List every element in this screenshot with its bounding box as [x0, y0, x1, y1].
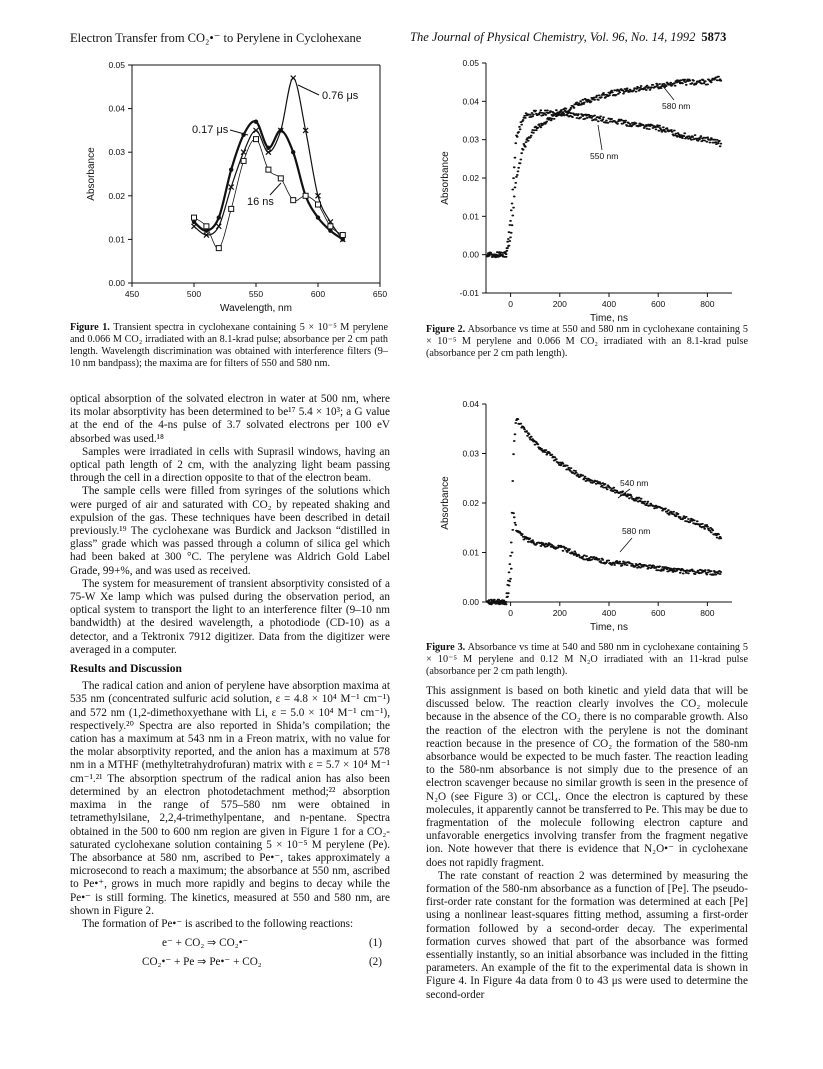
- paragraph: The radical cation and anion of perylene have absorption maxima at 535 nm (concentrated sulfuric acid solution, ε = 4.8 × 10⁴ M⁻¹ cm⁻¹) and 572 nm (1,2-dimethoxyethane with Li, ε = 5.0 × 10⁴ M⁻¹ cm⁻¹), respectively.²⁰ Spectra are also reported in Shida’s compilation; the cation has a maximum at 543 nm in a Freon matrix, with no value for the molar absorptivity reported, and the anion has a maximum at 578 nm in a MTHF (methyltetrahydrofuran) matrix with ε = 5.7 × 10⁴ M⁻¹ cm⁻¹.²¹ The absorption spectrum of the radical anion has also been determined by an electron photodetachment method;²² absorption maxima in the range of 575–580 nm were obtained in tetramethylsilane, 2,2,4-trimethylpentane, and n-pentane. Spectra obtained in the 500 to 600 nm region are given in Figure 1 for a CO₂-saturated cyclohexane solution containing 5 × 10⁻⁵ M perylene (Pe). The absorbance at 580 nm, ascribed to Pe•⁻, takes approximately a microsecond to reach a maximum; the absorbance at 550 nm, ascribed to Pe•⁺, grows in much more rapidly and begins to decay while the Pe•⁻ is still forming. The kinetics, measured at 550 and 580 nm, are shown in Figure 2.: [70, 680, 390, 917]
- data-point: [216, 224, 221, 229]
- data-point: [266, 167, 271, 172]
- x-tick-label: 200: [552, 299, 567, 309]
- figure-2-chart: [430, 55, 750, 325]
- paragraph: Samples were irradiated in cells with Suprasil windows, having an optical path length of 2 cm, with the analyzing light beam passing through the cell in a direction opposite to that of the electron beam.: [70, 445, 390, 485]
- paragraph: optical absorption of the solvated electron in water at 500 nm, where its molar absorptivity has been determined to be¹⁷ 5.4 × 10³; a G value at the end of the 4-ns pulse of 3.7 solvated electrons per 100 eV absorbed was used.¹⁸: [70, 393, 390, 445]
- running-title: Electron Transfer from CO₂•⁻ to Perylene in Cyclohexane: [70, 31, 362, 45]
- data-point: [291, 76, 296, 81]
- x-tick-label: 400: [601, 608, 617, 618]
- x-tick-label: 400: [601, 299, 617, 309]
- x-tick-label: 650: [372, 289, 388, 299]
- data-point: [291, 198, 296, 203]
- annotation-arrow: [598, 125, 602, 150]
- y-tick-label: 0.02: [108, 190, 125, 201]
- annotation-label: 0.17 μs: [192, 124, 229, 136]
- data-point: [328, 224, 333, 229]
- x-tick-label: 200: [552, 608, 567, 618]
- y-tick-label: 0.02: [462, 173, 479, 183]
- annotation-arrow: [298, 85, 319, 95]
- figure-2-caption: [426, 324, 748, 360]
- x-tick-label: 550: [248, 289, 264, 299]
- annotation-arrow: [662, 85, 674, 100]
- y-tick-label: 0.01: [462, 211, 479, 222]
- figure-1-caption-text: Transient spectra in cyclohexane containing 5 × 10⁻⁵ M perylene and 0.066 M CO₂ irradiated with an 8.1-krad pulse; absorbance per 2 cm path length. Wavelength discrimination was obtained with interference filters (9–10 nm bandpass); the maxima are for filters of 550 and 580 nm.: [70, 322, 388, 369]
- x-tick-label: 600: [310, 289, 326, 299]
- equation-1: [70, 937, 390, 950]
- figure-3-chart: [430, 396, 750, 641]
- data-point: [241, 158, 246, 163]
- annotation-label: 0.76 μs: [322, 90, 359, 102]
- x-tick-label: 0: [508, 299, 513, 309]
- x-tick-label: 800: [700, 299, 715, 309]
- paragraph: This assignment is based on both kinetic and yield data that will be discussed below. The reaction clearly involves the CO₂ molecule because in the absence of the CO₂ there is no comparable growth. Also the reaction of the electron with the perylene is not the dominant reaction because in the presence of CO₂ the formation of the 580-nm absorbance would be expected to be much faster. The reaction leading to the 580-nm absorbance is not simply due to the presence of an electron scavenger because no similar growth is seen in the presence of N₂O (see Figure 3) or CCl₄. Once the electron is captured by these molecules, it apparently cannot be transferred to Pe. This may be due to fragmentation of the molecule following electron capture and unfavorable energetics involving transfer from the fragment negative ion. Note however that there is evidence that N₂O•⁻ in cyclohexane does not rapidly fragment.: [426, 685, 748, 869]
- y-axis-label: Absorbance: [86, 147, 97, 201]
- data-point: [278, 176, 283, 181]
- x-tick-label: 500: [186, 289, 202, 299]
- data-point: [229, 167, 233, 171]
- annotation-arrow: [270, 183, 281, 195]
- figure-2-caption-label: Figure 2.: [426, 324, 466, 335]
- data-point: [254, 119, 258, 123]
- equation-2: [70, 956, 390, 969]
- page-number: 5873: [701, 30, 727, 44]
- figure-1-chart: [62, 55, 392, 320]
- paragraph: The sample cells were filled from syringes of the solutions which were purged of air and saturated with CO₂ by repeated shaking and expulsion of the gas. These techniques have been described in detail previously.¹⁹ The cyclohexane was Burdick and Jackson “distilled in glass” grade which was passed through a column of silica gel which had been baked at 300 °C. The perylene was Aldrich Gold Label Grade, 99+%, and was used as received.: [70, 485, 390, 577]
- y-tick-label: -0.01: [459, 288, 479, 298]
- figure-1-caption-label: Figure 1.: [70, 322, 110, 333]
- data-point: [316, 202, 321, 207]
- right-column-text: [426, 685, 748, 1002]
- equation-number: (1): [368, 937, 382, 950]
- paragraph: The system for measurement of transient absorptivity consisted of a 75-W Xe lamp which was pulsed during the observation period, an optical system to transport the light to an interference filter (9–10 nm bandwidth) at the desired wavelength, a photodiode (CD-10) as a detector, and a Tektronix 7912 digitizer. Data from the digitizer were averaged in a computer.: [70, 577, 390, 656]
- equation-text: CO₂•⁻ + Pe ⇒ Pe•⁻ + CO₂: [142, 956, 262, 969]
- x-tick-label: 450: [124, 289, 140, 299]
- data-point: [229, 206, 234, 211]
- y-tick-label: 0.05: [462, 58, 479, 68]
- figure-3-caption-label: Figure 3.: [426, 642, 466, 653]
- y-tick-label: 0.03: [462, 134, 479, 145]
- y-tick-label: 0.03: [108, 147, 125, 158]
- annotation-label: 580 nm: [662, 101, 691, 111]
- y-tick-label: 0.00: [462, 249, 479, 260]
- data-point: [192, 224, 197, 229]
- y-tick-label: 0.01: [462, 547, 479, 558]
- y-axis-label: Absorbance: [440, 476, 451, 530]
- annotation-label: 550 nm: [590, 151, 619, 161]
- annotation-arrow: [620, 538, 632, 552]
- figure-1-caption: [70, 322, 388, 370]
- y-tick-label: 0.01: [108, 234, 125, 245]
- data-point: [303, 193, 308, 198]
- journal-citation: The Journal of Physical Chemistry, Vol. 96, No. 14, 1992: [410, 30, 696, 44]
- data-point: [340, 233, 345, 238]
- x-axis-label: Wavelength, nm: [220, 303, 292, 314]
- series-line-0: [194, 121, 343, 239]
- y-tick-label: 0.04: [462, 399, 479, 409]
- data-point: [204, 224, 209, 229]
- y-tick-label: 0.02: [462, 498, 479, 508]
- y-tick-label: 0.00: [108, 278, 125, 288]
- paragraph: The formation of Pe•⁻ is ascribed to the following reactions:: [82, 917, 354, 930]
- x-tick-label: 0: [508, 608, 513, 618]
- data-point: [291, 150, 295, 154]
- y-tick-label: 0.05: [108, 60, 125, 70]
- paragraph: The rate constant of reaction 2 was determined by measuring the formation of the 580-nm absorbance as a function of [Pe]. The pseudo-first-order rate constant for the formation was determined at each [Pe] using a nonlinear least-squares fitting method, assuming a first-order formation followed by a second-order decay. The experimental formation curves showed that part of the absorbance was formed essentially instantly, so an initial absorbance was included in the fitting parameters. An example of the fit to the experimental data is shown in Figure 4. In Figure 4a data from 0 to 43 μs were used to determine the second-order: [426, 869, 748, 1001]
- journal-header: [410, 30, 726, 45]
- y-tick-label: 0.04: [462, 96, 479, 107]
- y-tick-label: 0.03: [462, 448, 479, 459]
- data-point: [217, 215, 221, 219]
- data-point: [266, 146, 270, 150]
- section-heading: Results and Discussion: [70, 663, 182, 676]
- y-tick-label: 0.00: [462, 597, 479, 607]
- data-point: [241, 150, 246, 155]
- figure-3-caption-text: Absorbance vs time at 540 and 580 nm in cyclohexane containing 5 × 10⁻⁵ M perylene and 0.12 M N₂O irradiated with an 11-krad pulse (absorbance per 2 cm path length).: [426, 642, 749, 677]
- annotation-label: 540 nm: [620, 478, 649, 488]
- annotation-label: 580 nm: [622, 526, 651, 536]
- annotation-label: 16 ns: [247, 196, 274, 208]
- trace-series-0: [487, 419, 721, 604]
- data-point: [316, 215, 320, 219]
- left-column-text: [70, 393, 390, 976]
- series-line-1: [194, 78, 343, 239]
- equation-text: e⁻ + CO₂ ⇒ CO₂•⁻: [162, 937, 249, 950]
- figure-3-caption: [426, 642, 748, 678]
- data-point: [216, 246, 221, 251]
- x-axis-label: Time, ns: [590, 313, 628, 324]
- x-axis-label: Time, ns: [590, 622, 628, 633]
- x-tick-label: 600: [651, 608, 666, 618]
- x-tick-label: 600: [651, 299, 666, 309]
- y-axis-label: Absorbance: [440, 151, 451, 205]
- x-tick-label: 800: [700, 608, 715, 618]
- trace-series-1: [487, 110, 721, 257]
- data-point: [254, 137, 259, 142]
- data-point: [192, 215, 197, 220]
- y-tick-label: 0.04: [108, 103, 125, 114]
- equation-number: (2): [368, 956, 382, 969]
- figure-2-caption-text: Absorbance vs time at 550 and 580 nm in cyclohexane containing 5 × 10⁻⁵ M perylene and 0.066 M CO₂ irradiated with an 8.1-krad pulse (absorbance per 2 cm path length).: [426, 324, 749, 359]
- trace-series-1: [487, 513, 721, 604]
